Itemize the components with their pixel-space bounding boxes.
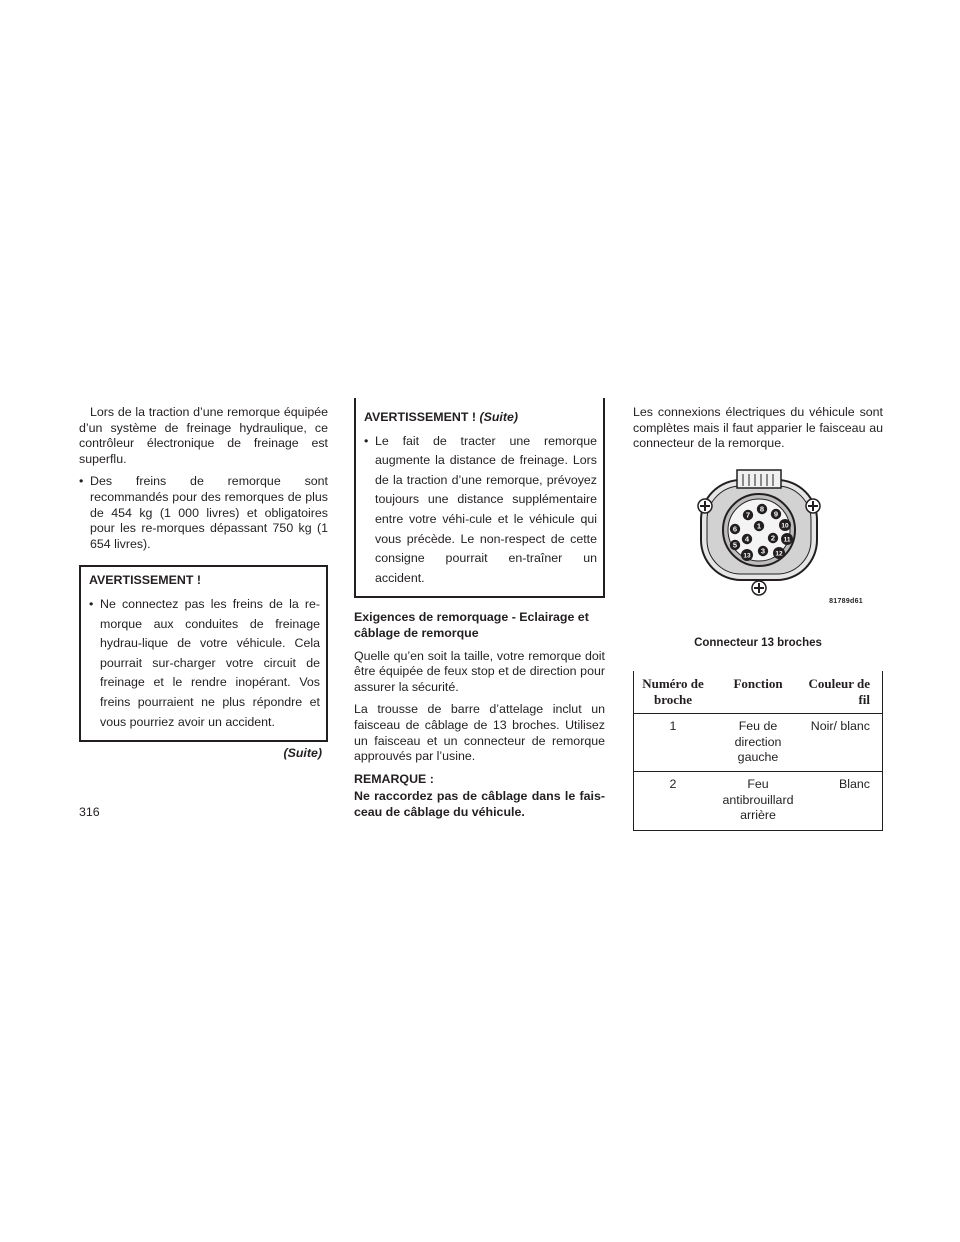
pin-number-label: 13 bbox=[743, 552, 751, 560]
warning-title bbox=[364, 410, 597, 426]
warning-text: Le fait de tracter une remorque augmente la distance de freinage. Lors de la traction d’une remorque, prévoyez toujours une distance supplémentaire entre votre véhi-cule et le véhicule qui vous précède. Le non-respect de cette consigne pourrait en-traîner un accident. bbox=[375, 433, 597, 585]
header-function: Fonction bbox=[712, 671, 804, 713]
header-wire-color: Couleur de fil bbox=[804, 671, 883, 713]
pin-number-label: 5 bbox=[732, 540, 738, 550]
bullet-icon: • bbox=[364, 433, 369, 448]
connector-figure bbox=[633, 460, 883, 630]
cell-pin: 1 bbox=[634, 714, 713, 772]
connector-pin bbox=[730, 524, 740, 534]
section-heading: Exigences de remorquage - Eclairage et câblage de remorque bbox=[354, 610, 589, 640]
connector-pin bbox=[741, 549, 753, 561]
pin-number-label: 8 bbox=[759, 504, 765, 514]
pin-number-label: 9 bbox=[773, 509, 779, 519]
note-label: REMARQUE : bbox=[354, 771, 434, 786]
warning-title-text: AVERTISSEMENT ! bbox=[364, 410, 476, 424]
warning-bullet bbox=[89, 595, 320, 732]
column-middle bbox=[354, 405, 605, 827]
warning-title: AVERTISSEMENT ! bbox=[89, 573, 201, 588]
screw-icon bbox=[698, 499, 712, 513]
column-right bbox=[633, 405, 883, 831]
connector-pin bbox=[779, 519, 791, 531]
connector-pin bbox=[743, 510, 753, 520]
paragraph-harness: La trousse de barre d’attelage inclut un faisceau de câblage de 13 broches. Utilisez un faisceau et un connecteur de remorque approuvés par l’usine. bbox=[354, 702, 605, 764]
pin-number-label: 10 bbox=[781, 522, 789, 530]
cell-pin: 2 bbox=[634, 772, 713, 830]
pin-function-table bbox=[633, 671, 883, 830]
connector-pin bbox=[781, 533, 793, 545]
paragraph-connections: Les connexions électriques du véhicule sont complètes mais il faut apparier le faisceau au connecteur de la remorque. bbox=[633, 405, 883, 451]
cell-function: Feu antibrouillard arrière bbox=[712, 772, 804, 830]
screw-icon bbox=[752, 581, 766, 595]
connector-pin bbox=[771, 509, 781, 519]
figure-caption: Connecteur 13 broches bbox=[694, 636, 822, 649]
warning-box bbox=[79, 565, 328, 742]
paragraph-hydraulic-brakes: Lors de la traction d’une remorque équipée d’un système de freinage hydraulique, ce contrôleur électronique de freinage est superflu. bbox=[79, 405, 328, 466]
pin-number-label: 1 bbox=[756, 521, 762, 531]
bullet-trailer-brakes bbox=[79, 474, 328, 552]
header-pin-number: Numéro de broche bbox=[634, 671, 713, 713]
page-number: 316 bbox=[79, 805, 100, 819]
column-left bbox=[79, 405, 328, 762]
pin-number-label: 11 bbox=[783, 536, 791, 544]
bullet-icon: • bbox=[79, 474, 84, 489]
warning-continued-label: (Suite) bbox=[479, 410, 518, 424]
pin-number-label: 3 bbox=[760, 546, 766, 556]
connector-pin bbox=[742, 534, 752, 544]
connector-pin bbox=[730, 540, 740, 550]
bullet-text: Des freins de remorque sont recommandés pour des remorques de plus de 454 kg (1 000 livres) et obligatoires pour les re-morques dépassant 750 kg (1 654 livres). bbox=[90, 474, 328, 551]
table-row bbox=[634, 714, 883, 772]
connector-pin bbox=[768, 533, 778, 543]
note-text: Ne raccordez pas de câblage dans le fais-ceau de câblage du véhicule. bbox=[354, 789, 605, 819]
table-header-row bbox=[634, 671, 883, 713]
figure-reference: 81789d61 bbox=[829, 597, 863, 605]
connector-pin bbox=[754, 521, 764, 531]
pin-number-label: 6 bbox=[732, 524, 738, 534]
cell-function: Feu de direction gauche bbox=[712, 714, 804, 772]
warning-text: Ne connectez pas les freins de la re-morque aux conduites de freinage hydrau-lique de votre véhicule. Cela pourrait sur-charger votre circuit de freinage et le rendre inopérant. Vos freins pourraient ne plus répondre et vous pourriez avoir un accident. bbox=[100, 596, 320, 729]
paragraph-lights: Quelle qu’en soit la taille, votre remorque doit être équipée de feux stop et de direction pour assurer la sécurité. bbox=[354, 648, 605, 694]
warning-box-continued bbox=[354, 398, 605, 598]
screw-icon bbox=[806, 499, 820, 513]
cell-color: Blanc bbox=[804, 772, 883, 830]
pin-number-label: 2 bbox=[770, 533, 776, 543]
connector-pin bbox=[758, 546, 768, 556]
connector-pin bbox=[757, 504, 767, 514]
cell-color: Noir/ blanc bbox=[804, 714, 883, 772]
connector-pin bbox=[773, 547, 785, 559]
pin-number-label: 12 bbox=[775, 550, 783, 558]
bullet-icon: • bbox=[89, 596, 94, 611]
pin-number-label: 7 bbox=[745, 510, 751, 520]
continued-label: (Suite) bbox=[283, 746, 322, 761]
pin-number-label: 4 bbox=[744, 534, 750, 544]
connector-13-pin-illustration bbox=[697, 466, 821, 596]
warning-bullet bbox=[364, 432, 597, 589]
table-row bbox=[634, 772, 883, 830]
